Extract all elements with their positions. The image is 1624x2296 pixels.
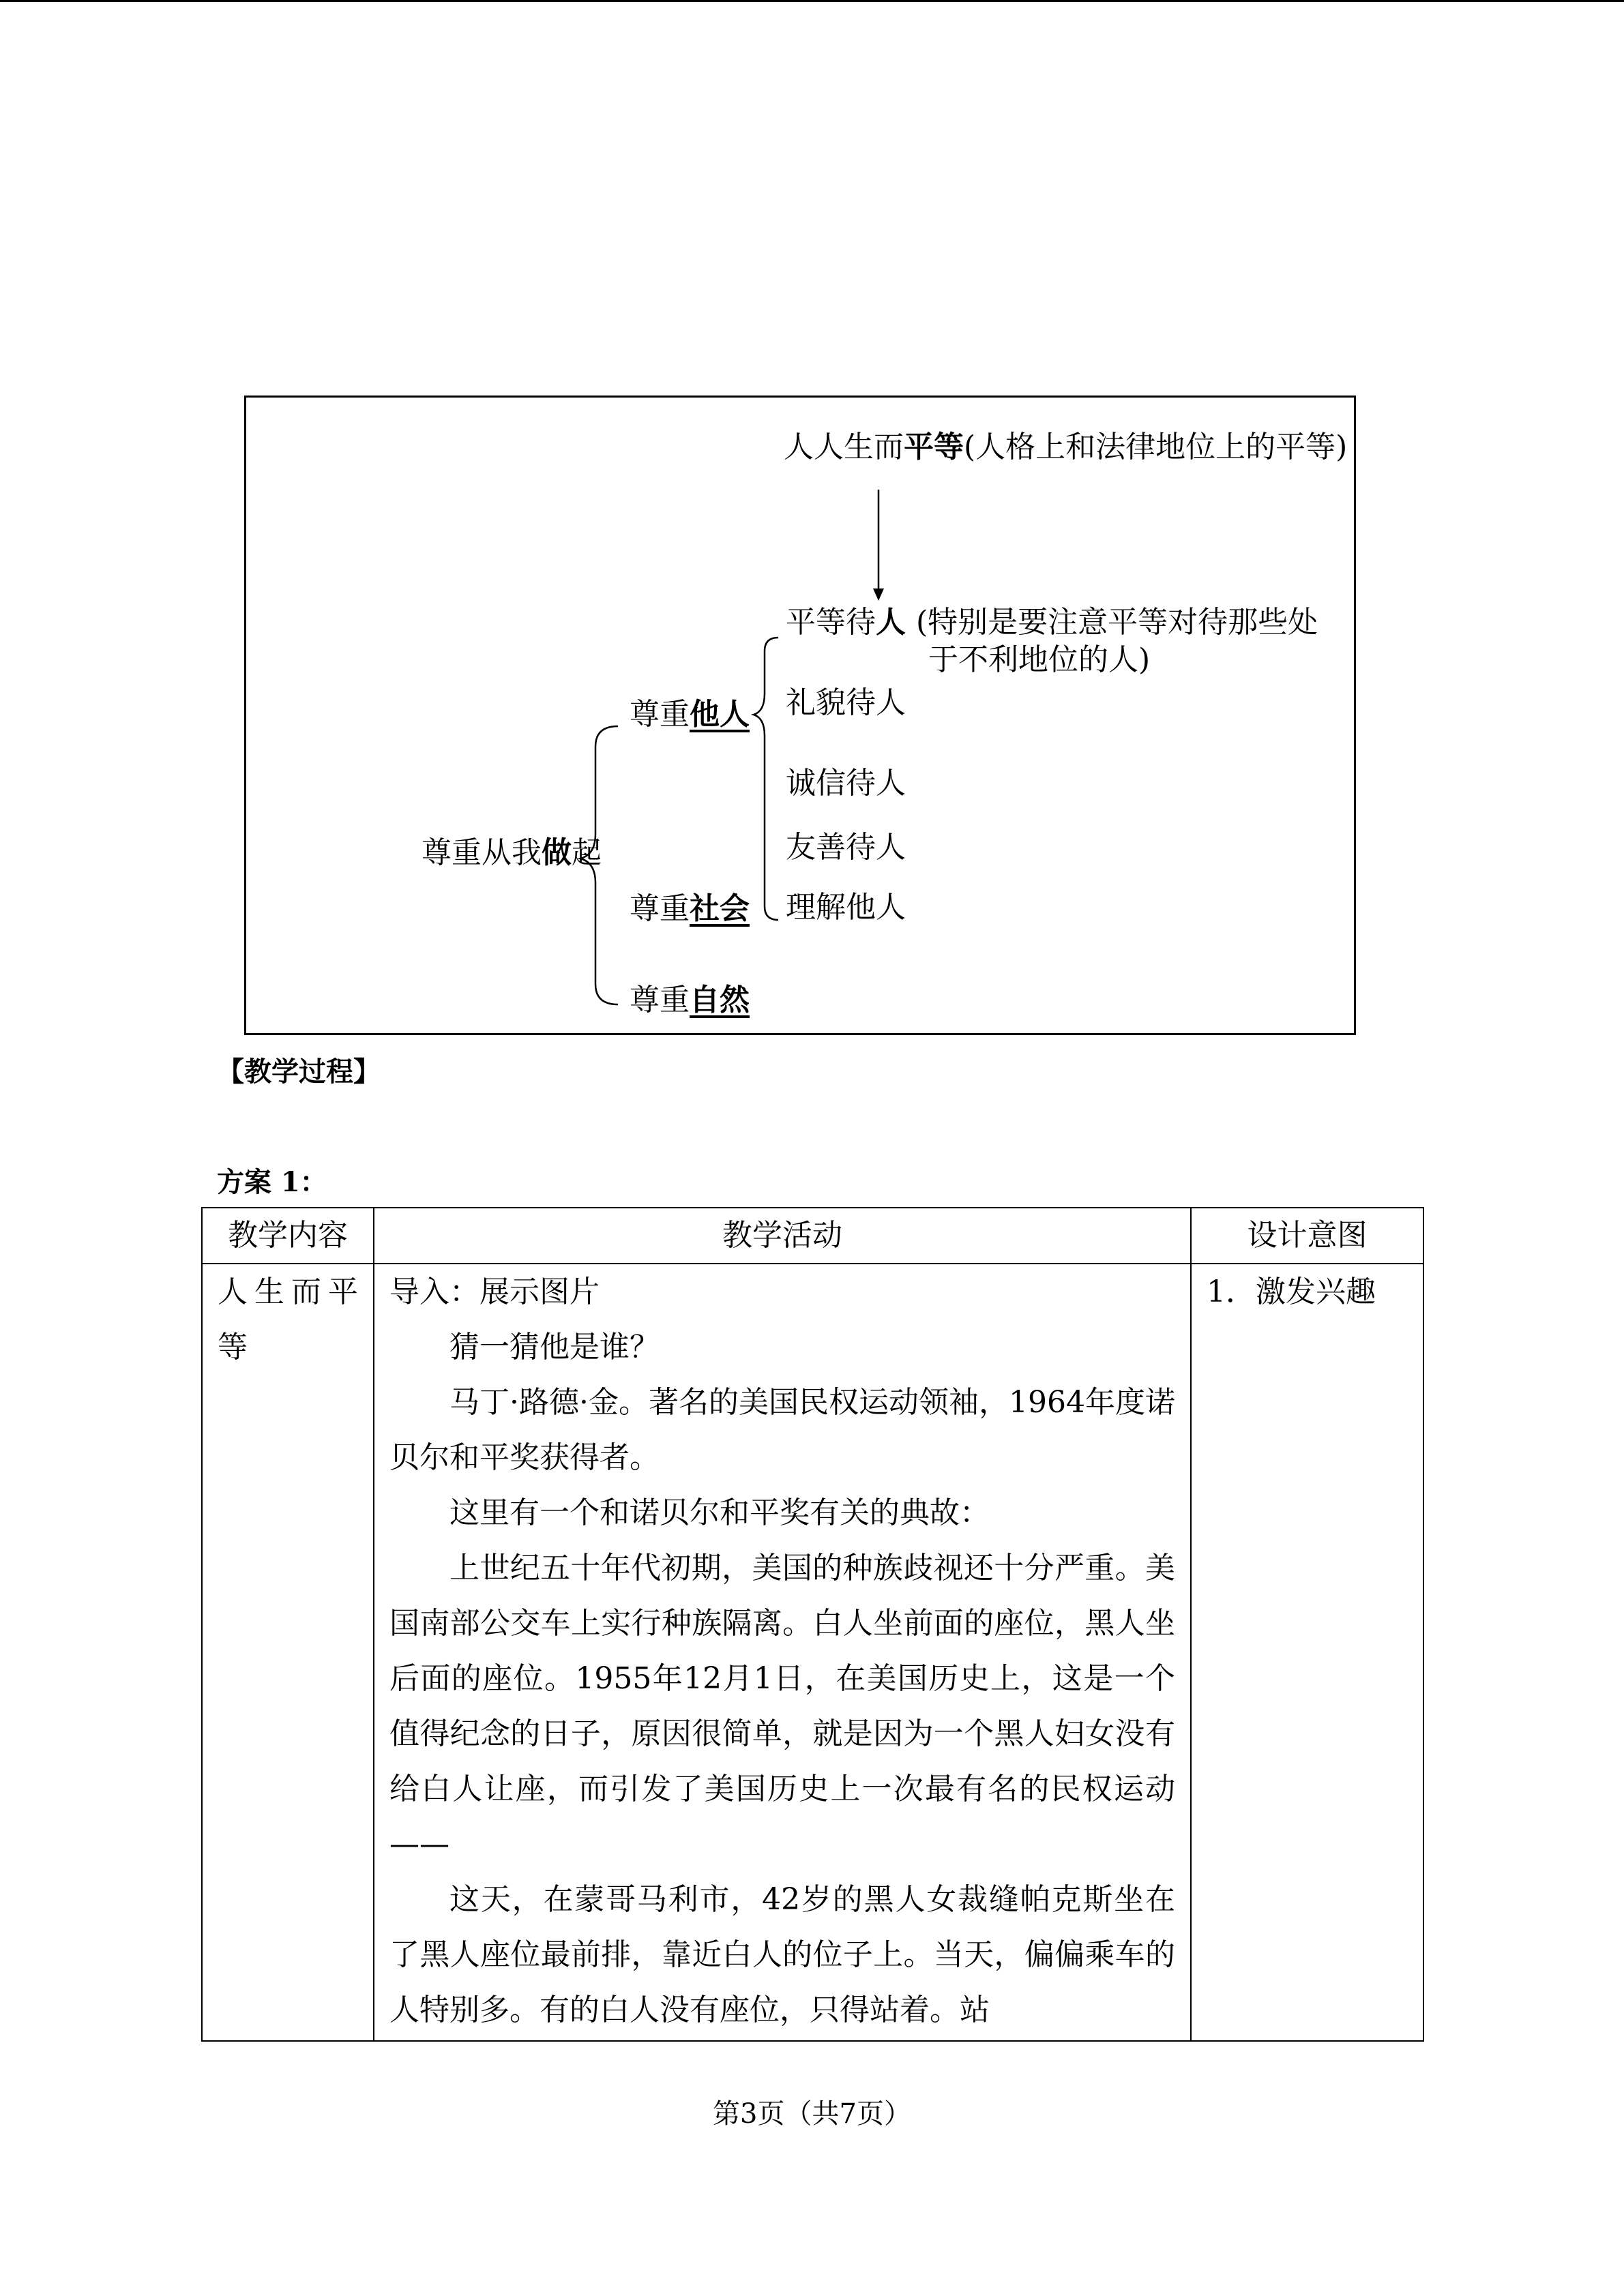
premise-bold: 平等: [904, 430, 964, 464]
table-header-row: [202, 1208, 1423, 1264]
intent-text: 1．激发兴趣: [1207, 1274, 1376, 1309]
concept-map: [244, 396, 1356, 1035]
activity-line: 这里有一个和诺贝尔和平奖有关的典故：: [449, 1495, 990, 1530]
item1-text: 平等待: [786, 605, 876, 640]
equality-premise: [784, 428, 1347, 466]
premise-note: (人格上和法律地位上的平等): [964, 430, 1348, 464]
activity-line: 导入：展示图片: [389, 1274, 600, 1309]
branch-prefix: 尊重: [630, 983, 690, 1017]
item-equal-treatment-note-1: (特别是要注意平等对待那些处: [916, 605, 1318, 640]
item-honest-treatment: 诚信待人: [786, 766, 906, 801]
branch-prefix: 尊重: [630, 891, 690, 926]
page-footer: 第3页（共7页）: [713, 2098, 911, 2130]
table-row: [202, 1264, 1423, 2041]
branch-others-keyword: 他人: [690, 697, 750, 732]
branch-prefix: 尊重: [630, 697, 690, 732]
branch-respect-nature: [630, 981, 750, 1019]
activity-line: 猜一猜他是谁？: [449, 1330, 660, 1365]
teaching-process-heading: 【教学过程】: [217, 1056, 381, 1088]
item-understand-others: 理解他人: [786, 890, 906, 925]
root-text: 尊重从我: [422, 835, 542, 870]
header-intent: 设计意图: [1191, 1208, 1423, 1264]
premise-text: 人人生而: [784, 430, 904, 464]
cell-content: [202, 1264, 374, 2041]
item1-bold: 人: [876, 605, 906, 640]
plan-table: [201, 1207, 1424, 2042]
content-text: 人生而平等: [218, 1274, 358, 1365]
top-rule: [0, 0, 1624, 2]
activity-line: 上世纪五十年代初期，美国的种族歧视还十分严重。美国南部公交车上实行种族隔离。白人坐前面的座位，黑人坐后面的座位。1955年12月1日，在美国历史上，这是一个值得纪念的日子，原因很简单，就是因为一个黑人妇女没有给白人让座，而引发了美国历史上一次最有名的民权运动——: [389, 1551, 1175, 1862]
cell-activity: [374, 1264, 1191, 2041]
activity-line: 马丁·路德·金。著名的美国民权运动领袖，1964年度诺贝尔和平奖获得者。: [389, 1385, 1175, 1475]
root-bold: 做: [542, 835, 572, 870]
branch-nature-keyword: 自然: [690, 983, 750, 1017]
activity-line: 这天，在蒙哥马利市，42岁的黑人女裁缝帕克斯坐在了黑人座位最前排，靠近白人的位子上。当天，偏偏乘车的人特别多。有的白人没有座位，只得站着。站: [389, 1882, 1175, 2027]
item-equal-treatment: [786, 603, 906, 642]
cell-intent: [1191, 1264, 1423, 2041]
header-activity: 教学活动: [374, 1208, 1191, 1264]
branch-respect-society: [630, 890, 750, 928]
item-equal-treatment-note-2: 于不利地位的人): [928, 642, 1151, 677]
item-friendly-treatment: 友善待人: [786, 830, 906, 865]
plan-label: 方案 1：: [217, 1166, 327, 1198]
root-suffix: 起: [572, 835, 602, 870]
header-content: 教学内容: [202, 1208, 374, 1264]
branch-respect-others: [630, 696, 750, 734]
item-polite-treatment: 礼貌待人: [786, 685, 906, 720]
root-node: [422, 834, 602, 872]
branch-society-keyword: 社会: [690, 891, 750, 926]
